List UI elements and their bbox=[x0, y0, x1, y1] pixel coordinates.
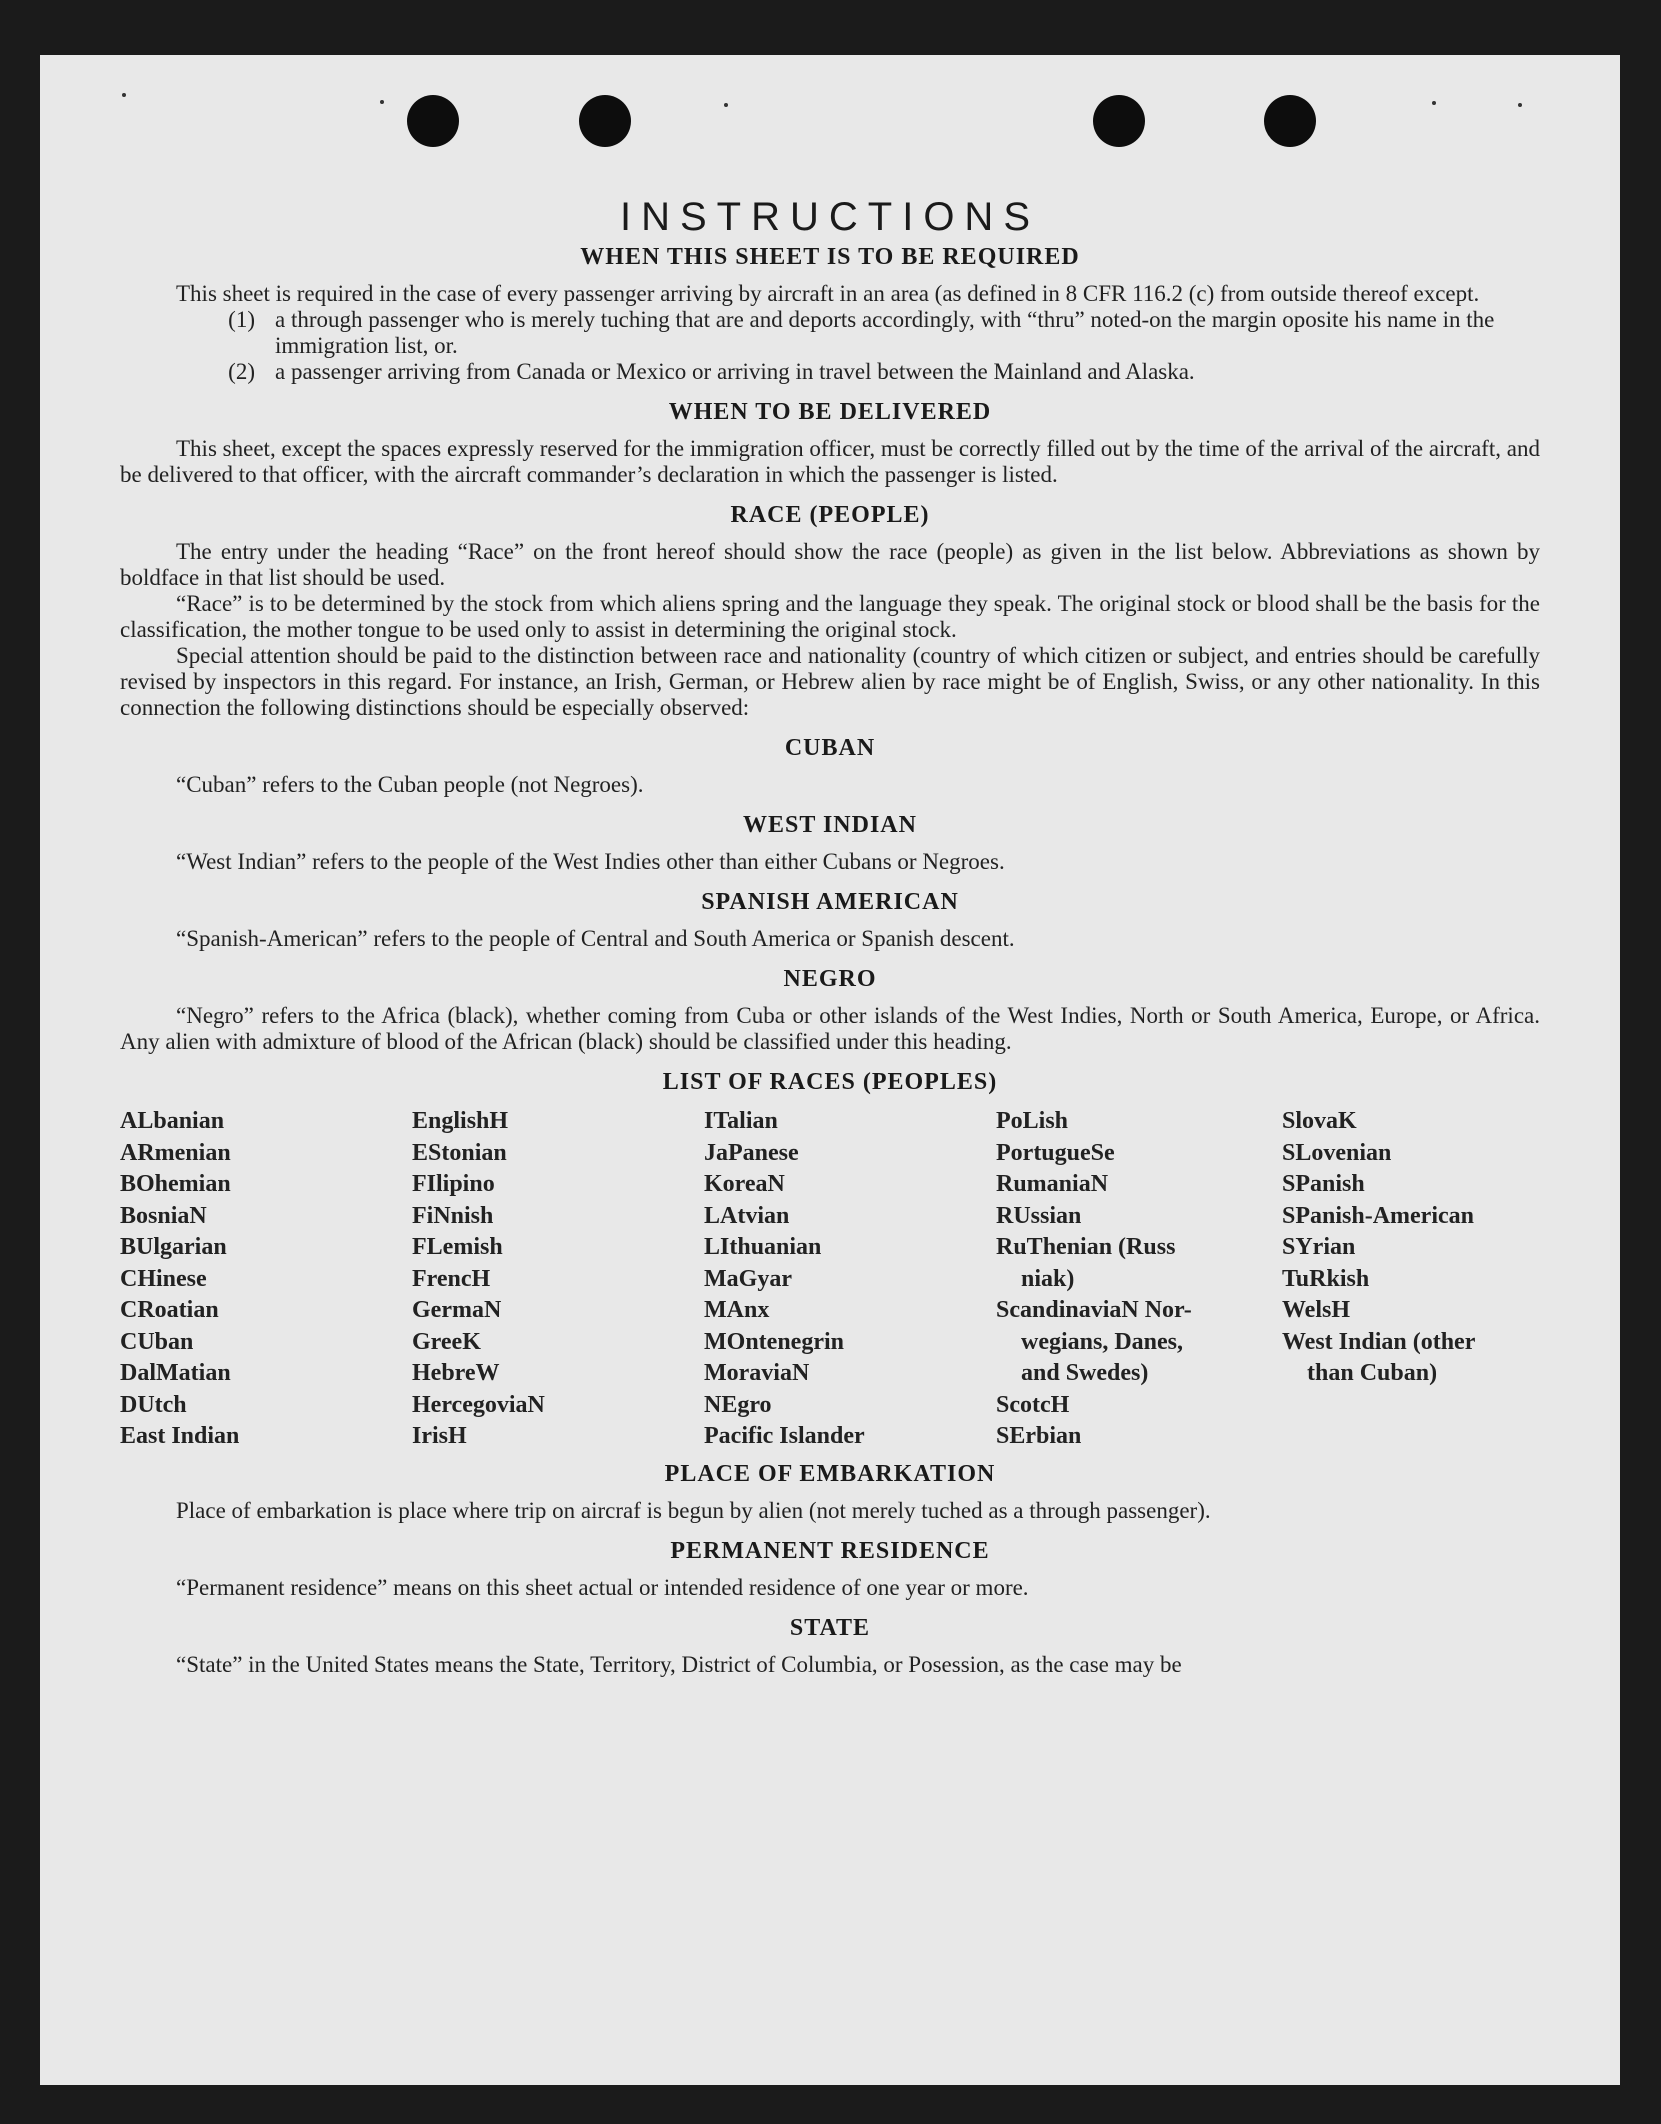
instructions-content bbox=[120, 195, 1540, 1678]
race-entry: East Indian bbox=[120, 1423, 240, 1449]
document-sheet bbox=[40, 55, 1620, 2085]
race-entry: SLovenian bbox=[1282, 1139, 1392, 1166]
west-indian-heading: WEST INDIAN bbox=[743, 812, 917, 838]
race-entry: FiNnish bbox=[412, 1202, 494, 1229]
race-entry: FIlipino bbox=[412, 1171, 495, 1197]
negro-text: “Negro” refers to the Africa (black), whether coming from Cuba or other islands of the West Indies, North or South America, Europe, or Africa. Any alien with admixture of blood of the African (black) should be classified under this heading. bbox=[120, 1003, 1540, 1054]
race-entry: EnglishH bbox=[412, 1108, 509, 1134]
race-entry: niak) bbox=[1021, 1265, 1075, 1292]
state-text: “State” in the United States means the State, Territory, District of Columbia, or Posession, as the case may be bbox=[176, 1651, 1182, 1677]
spanish-american-text: “Spanish-American” refers to the people of Central and South America or Spanish descent. bbox=[176, 926, 1015, 951]
punch-hole bbox=[1093, 95, 1145, 147]
race-entry: CHinese bbox=[120, 1265, 207, 1292]
state-heading: STATE bbox=[789, 1614, 871, 1641]
item-text: a through passenger who is merely tuching that are and deports accordingly, with “thru” noted-on the margin oposite his name in the immigration list, or. bbox=[275, 307, 1495, 358]
speck bbox=[1432, 101, 1436, 105]
race-paragraph: The entry under the heading “Race” on the front hereof should show the race (people) as given in the list below. Abbreviations as shown by boldface in that list should be used. bbox=[120, 539, 1540, 590]
race-entry: West Indian (other bbox=[1282, 1328, 1476, 1355]
speck bbox=[1518, 103, 1522, 107]
race-entry: ITalian bbox=[704, 1108, 778, 1134]
race-entry: CRoatian bbox=[120, 1297, 219, 1323]
race-entry: MOntenegrin bbox=[704, 1328, 844, 1355]
page-title: INSTRUCTIONS bbox=[620, 195, 1040, 239]
races-column bbox=[120, 1106, 412, 1453]
races-column bbox=[996, 1106, 1282, 1453]
race-entry: IrisH bbox=[412, 1423, 467, 1449]
spanish-american-heading: SPANISH AMERICAN bbox=[701, 889, 959, 915]
exception-item bbox=[120, 307, 1540, 359]
item-number: (1) bbox=[228, 307, 255, 332]
race-entry: PortugueSe bbox=[996, 1139, 1115, 1166]
race-entry: PoLish bbox=[996, 1108, 1069, 1134]
race-entry: SlovaK bbox=[1282, 1108, 1357, 1134]
races-column bbox=[704, 1106, 996, 1453]
race-entry: LIthuanian bbox=[704, 1234, 822, 1260]
race-entry: JaPanese bbox=[704, 1139, 799, 1166]
embarkation-heading: PLACE OF EMBARKATION bbox=[664, 1460, 996, 1487]
race-entry: ScandinaviaN Nor- bbox=[996, 1297, 1192, 1323]
race-entry: EStonian bbox=[412, 1139, 507, 1166]
when-delivered-text: This sheet, except the spaces expressly reserved for the immigration officer, must be correctly filled out by the time of the arrival of the aircraft, and be delivered to that officer, with the aircraft commander’s declaration in which the passenger is listed. bbox=[120, 436, 1540, 487]
race-heading: RACE (PEOPLE) bbox=[730, 502, 930, 528]
race-entry: wegians, Danes, bbox=[1021, 1328, 1184, 1355]
races-column bbox=[412, 1106, 704, 1453]
races-list bbox=[120, 1106, 1540, 1453]
race-entry: GreeK bbox=[412, 1328, 481, 1355]
race-entry: CUban bbox=[120, 1328, 194, 1355]
race-entry: WelsH bbox=[1282, 1297, 1351, 1323]
race-entry: DUtch bbox=[120, 1391, 187, 1418]
race-entry: NEgro bbox=[704, 1391, 772, 1418]
negro-heading: NEGRO bbox=[783, 966, 877, 992]
race-entry: SPanish bbox=[1282, 1171, 1365, 1197]
race-entry: Pacific Islander bbox=[704, 1423, 865, 1449]
race-entry: ScotcH bbox=[996, 1391, 1070, 1418]
exception-item bbox=[120, 359, 1540, 385]
race-entry: BUlgarian bbox=[120, 1234, 227, 1260]
race-entry: BosniaN bbox=[120, 1202, 207, 1229]
when-required-intro: This sheet is required in the case of every passenger arriving by aircraft in an area (as defined in 8 CFR 116.2 (c) from outside thereof except. bbox=[176, 281, 1480, 306]
race-entry: than Cuban) bbox=[1307, 1360, 1438, 1386]
punch-hole bbox=[579, 95, 631, 147]
race-entry: ARmenian bbox=[120, 1139, 231, 1166]
race-entry: KoreaN bbox=[704, 1171, 785, 1197]
race-entry: LAtvian bbox=[704, 1202, 790, 1229]
punch-hole bbox=[1264, 95, 1316, 147]
list-of-races-heading: LIST OF RACES (PEOPLES) bbox=[662, 1069, 998, 1095]
race-paragraph: “Race” is to be determined by the stock from which aliens spring and the language they speak. The original stock or blood shall be the basis for the classification, the mother tongue to be used only to assist in determining the original stock. bbox=[120, 591, 1540, 642]
race-entry: SErbian bbox=[996, 1423, 1082, 1449]
speck bbox=[724, 103, 728, 107]
races-column bbox=[1282, 1106, 1540, 1453]
race-entry: RuThenian (Russ bbox=[996, 1234, 1176, 1260]
when-required-heading: WHEN THIS SHEET IS TO BE REQUIRED bbox=[580, 244, 1080, 270]
race-entry: FrencH bbox=[412, 1265, 491, 1292]
when-delivered-heading: WHEN TO BE DELIVERED bbox=[668, 399, 992, 425]
race-entry: FLemish bbox=[412, 1234, 503, 1260]
race-entry: HercegoviaN bbox=[412, 1391, 545, 1418]
speck bbox=[122, 93, 126, 97]
race-entry: ALbanian bbox=[120, 1108, 225, 1134]
residence-heading: PERMANENT RESIDENCE bbox=[670, 1537, 990, 1564]
race-entry: RumaniaN bbox=[996, 1171, 1109, 1197]
race-entry: GermaN bbox=[412, 1297, 502, 1323]
race-entry: MoraviaN bbox=[704, 1360, 810, 1386]
race-paragraph: Special attention should be paid to the distinction between race and nationality (country of which citizen or subject, and entries should be carefully revised by inspectors in this regard. For instance, an Irish, German, or Hebrew alien by race might be of English, Swiss, or any other nationality. In this connection the following distinctions should be especially observed: bbox=[120, 643, 1540, 720]
race-entry: SPanish-American bbox=[1282, 1202, 1474, 1229]
race-entry: RUssian bbox=[996, 1202, 1082, 1229]
cuban-text: “Cuban” refers to the Cuban people (not Negroes). bbox=[176, 772, 644, 797]
race-entry: MaGyar bbox=[704, 1265, 792, 1292]
speck bbox=[380, 100, 384, 104]
embarkation-text: Place of embarkation is place where trip on aircraf is begun by alien (not merely tuched as a through passenger). bbox=[176, 1497, 1211, 1523]
race-entry: TuRkish bbox=[1282, 1265, 1370, 1292]
item-number: (2) bbox=[228, 359, 255, 384]
punch-hole bbox=[407, 95, 459, 147]
residence-text: “Permanent residence” means on this sheet actual or intended residence of one year or more. bbox=[176, 1574, 1029, 1600]
race-entry: HebreW bbox=[412, 1360, 500, 1386]
race-entry: MAnx bbox=[704, 1297, 770, 1323]
race-entry: and Swedes) bbox=[1021, 1360, 1149, 1386]
race-entry: SYrian bbox=[1282, 1234, 1356, 1260]
cuban-heading: CUBAN bbox=[784, 735, 876, 761]
race-entry: DalMatian bbox=[120, 1360, 231, 1386]
west-indian-text: “West Indian” refers to the people of the West Indies other than either Cubans or Negroes. bbox=[176, 849, 1005, 874]
race-entry: BOhemian bbox=[120, 1171, 231, 1197]
item-text: a passenger arriving from Canada or Mexico or arriving in travel between the Mainland and Alaska. bbox=[275, 359, 1195, 384]
